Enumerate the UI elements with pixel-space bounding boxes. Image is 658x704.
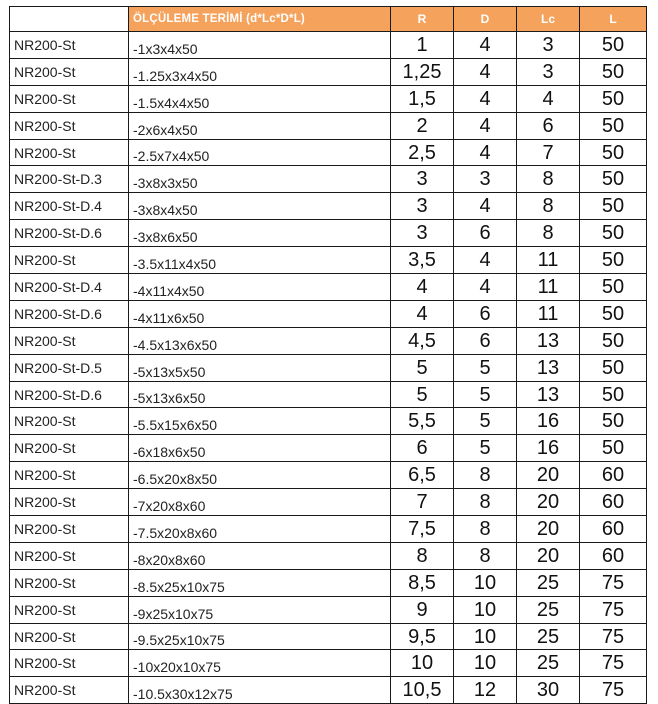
radius-cell: 6,5 xyxy=(391,462,454,489)
total-length-cell: 50 xyxy=(580,435,647,462)
product-code-cell: NR200-St xyxy=(10,516,129,543)
table-row xyxy=(10,300,647,327)
radius-cell: 2 xyxy=(391,112,454,139)
radius-cell: 3 xyxy=(391,220,454,247)
table-row xyxy=(10,166,647,193)
total-length-cell: 75 xyxy=(580,623,647,650)
diameter-cell: 10 xyxy=(454,596,517,623)
table-body xyxy=(10,32,647,704)
cutting-length-cell: 4 xyxy=(517,85,580,112)
total-length-cell: 50 xyxy=(580,220,647,247)
product-code-cell: NR200-St xyxy=(10,435,129,462)
cutting-length-cell: 25 xyxy=(517,569,580,596)
total-length-cell: 60 xyxy=(580,489,647,516)
table-row xyxy=(10,596,647,623)
measurement-term-cell: -3x8x3x50 xyxy=(129,166,391,193)
cutting-length-cell: 20 xyxy=(517,542,580,569)
total-length-cell: 75 xyxy=(580,677,647,704)
diameter-cell: 6 xyxy=(454,300,517,327)
total-length-cell: 50 xyxy=(580,166,647,193)
radius-cell: 1,5 xyxy=(391,85,454,112)
radius-cell: 3 xyxy=(391,193,454,220)
cutting-length-cell: 6 xyxy=(517,112,580,139)
cutting-length-cell: 3 xyxy=(517,32,580,59)
diameter-cell: 10 xyxy=(454,650,517,677)
diameter-cell: 8 xyxy=(454,516,517,543)
header-lc: Lc xyxy=(517,7,580,32)
product-code-cell: NR200-St-D.4 xyxy=(10,193,129,220)
table-row xyxy=(10,193,647,220)
radius-cell: 4 xyxy=(391,300,454,327)
measurement-term-cell: -3x8x6x50 xyxy=(129,220,391,247)
diameter-cell: 12 xyxy=(454,677,517,704)
measurement-term-cell: -1.25x3x4x50 xyxy=(129,58,391,85)
radius-cell: 6 xyxy=(391,435,454,462)
cutting-length-cell: 8 xyxy=(517,220,580,247)
radius-cell: 4 xyxy=(391,274,454,301)
cutting-length-cell: 11 xyxy=(517,274,580,301)
total-length-cell: 50 xyxy=(580,139,647,166)
product-code-cell: NR200-St xyxy=(10,677,129,704)
measurement-term-cell: -6x18x6x50 xyxy=(129,435,391,462)
total-length-cell: 50 xyxy=(580,58,647,85)
measurement-term-cell: -5.5x15x6x50 xyxy=(129,408,391,435)
product-code-cell: NR200-St xyxy=(10,247,129,274)
cutting-length-cell: 20 xyxy=(517,516,580,543)
measurement-term-cell: -9x25x10x75 xyxy=(129,596,391,623)
diameter-cell: 4 xyxy=(454,193,517,220)
product-code-cell: NR200-St xyxy=(10,139,129,166)
measurement-term-cell: -7x20x8x60 xyxy=(129,489,391,516)
radius-cell: 8,5 xyxy=(391,569,454,596)
measurement-term-cell: -5x13x5x50 xyxy=(129,354,391,381)
table-row xyxy=(10,58,647,85)
measurement-term-cell: -1.5x4x4x50 xyxy=(129,85,391,112)
cutting-length-cell: 11 xyxy=(517,247,580,274)
cutting-length-cell: 8 xyxy=(517,193,580,220)
product-code-cell: NR200-St xyxy=(10,462,129,489)
table-row xyxy=(10,408,647,435)
total-length-cell: 60 xyxy=(580,462,647,489)
radius-cell: 8 xyxy=(391,542,454,569)
cutting-length-cell: 16 xyxy=(517,408,580,435)
table-row xyxy=(10,462,647,489)
radius-cell: 10 xyxy=(391,650,454,677)
diameter-cell: 5 xyxy=(454,435,517,462)
total-length-cell: 50 xyxy=(580,381,647,408)
header-code xyxy=(10,7,129,32)
table-row xyxy=(10,516,647,543)
dimension-table xyxy=(9,6,647,704)
diameter-cell: 8 xyxy=(454,462,517,489)
product-code-cell: NR200-St xyxy=(10,596,129,623)
cutting-length-cell: 25 xyxy=(517,623,580,650)
product-code-cell: NR200-St xyxy=(10,489,129,516)
radius-cell: 3,5 xyxy=(391,247,454,274)
table-row xyxy=(10,542,647,569)
table-header xyxy=(10,7,647,32)
table-row xyxy=(10,489,647,516)
diameter-cell: 6 xyxy=(454,220,517,247)
total-length-cell: 75 xyxy=(580,569,647,596)
cutting-length-cell: 13 xyxy=(517,354,580,381)
product-code-cell: NR200-St xyxy=(10,32,129,59)
total-length-cell: 75 xyxy=(580,596,647,623)
diameter-cell: 5 xyxy=(454,408,517,435)
table-row xyxy=(10,112,647,139)
diameter-cell: 4 xyxy=(454,247,517,274)
header-r: R xyxy=(391,7,454,32)
table-row xyxy=(10,650,647,677)
product-code-cell: NR200-St xyxy=(10,542,129,569)
total-length-cell: 50 xyxy=(580,193,647,220)
diameter-cell: 4 xyxy=(454,85,517,112)
diameter-cell: 4 xyxy=(454,274,517,301)
product-code-cell: NR200-St xyxy=(10,650,129,677)
total-length-cell: 50 xyxy=(580,32,647,59)
product-code-cell: NR200-St-D.6 xyxy=(10,300,129,327)
radius-cell: 5 xyxy=(391,381,454,408)
table-row xyxy=(10,85,647,112)
total-length-cell: 50 xyxy=(580,112,647,139)
measurement-term-cell: -6.5x20x8x50 xyxy=(129,462,391,489)
cutting-length-cell: 13 xyxy=(517,381,580,408)
total-length-cell: 50 xyxy=(580,247,647,274)
product-code-cell: NR200-St xyxy=(10,58,129,85)
measurement-term-cell: -5x13x6x50 xyxy=(129,381,391,408)
measurement-term-cell: -4x11x4x50 xyxy=(129,274,391,301)
measurement-term-cell: -1x3x4x50 xyxy=(129,32,391,59)
measurement-term-cell: -4x11x6x50 xyxy=(129,300,391,327)
table-row xyxy=(10,220,647,247)
table-row xyxy=(10,354,647,381)
table-row xyxy=(10,247,647,274)
total-length-cell: 50 xyxy=(580,274,647,301)
cutting-length-cell: 13 xyxy=(517,327,580,354)
header-d: D xyxy=(454,7,517,32)
diameter-cell: 6 xyxy=(454,327,517,354)
cutting-length-cell: 8 xyxy=(517,166,580,193)
total-length-cell: 50 xyxy=(580,85,647,112)
radius-cell: 10,5 xyxy=(391,677,454,704)
product-code-cell: NR200-St xyxy=(10,327,129,354)
product-code-cell: NR200-St-D.6 xyxy=(10,381,129,408)
diameter-cell: 4 xyxy=(454,112,517,139)
diameter-cell: 10 xyxy=(454,569,517,596)
table-row xyxy=(10,327,647,354)
diameter-cell: 10 xyxy=(454,623,517,650)
measurement-term-cell: -3.5x11x4x50 xyxy=(129,247,391,274)
header-term: ÖLÇÜLEME TERİMİ (d*Lc*D*L) xyxy=(129,7,391,32)
diameter-cell: 5 xyxy=(454,354,517,381)
radius-cell: 1,25 xyxy=(391,58,454,85)
radius-cell: 1 xyxy=(391,32,454,59)
diameter-cell: 4 xyxy=(454,58,517,85)
table-row xyxy=(10,139,647,166)
product-code-cell: NR200-St-D.6 xyxy=(10,220,129,247)
radius-cell: 5 xyxy=(391,354,454,381)
cutting-length-cell: 11 xyxy=(517,300,580,327)
product-code-cell: NR200-St-D.4 xyxy=(10,274,129,301)
table-row xyxy=(10,435,647,462)
product-code-cell: NR200-St xyxy=(10,623,129,650)
product-code-cell: NR200-St-D.5 xyxy=(10,354,129,381)
cutting-length-cell: 7 xyxy=(517,139,580,166)
product-code-cell: NR200-St xyxy=(10,408,129,435)
radius-cell: 7 xyxy=(391,489,454,516)
diameter-cell: 8 xyxy=(454,542,517,569)
diameter-cell: 3 xyxy=(454,166,517,193)
total-length-cell: 50 xyxy=(580,354,647,381)
product-code-cell: NR200-St xyxy=(10,112,129,139)
cutting-length-cell: 16 xyxy=(517,435,580,462)
header-l: L xyxy=(580,7,647,32)
total-length-cell: 50 xyxy=(580,300,647,327)
radius-cell: 7,5 xyxy=(391,516,454,543)
total-length-cell: 75 xyxy=(580,650,647,677)
radius-cell: 5,5 xyxy=(391,408,454,435)
cutting-length-cell: 30 xyxy=(517,677,580,704)
measurement-term-cell: -2.5x7x4x50 xyxy=(129,139,391,166)
radius-cell: 2,5 xyxy=(391,139,454,166)
radius-cell: 3 xyxy=(391,166,454,193)
measurement-term-cell: -7.5x20x8x60 xyxy=(129,516,391,543)
measurement-term-cell: -3x8x4x50 xyxy=(129,193,391,220)
radius-cell: 9,5 xyxy=(391,623,454,650)
product-code-cell: NR200-St xyxy=(10,569,129,596)
measurement-term-cell: -8.5x25x10x75 xyxy=(129,569,391,596)
radius-cell: 4,5 xyxy=(391,327,454,354)
diameter-cell: 4 xyxy=(454,32,517,59)
table-row xyxy=(10,623,647,650)
table-row xyxy=(10,274,647,301)
measurement-term-cell: -4.5x13x6x50 xyxy=(129,327,391,354)
measurement-term-cell: -10x20x10x75 xyxy=(129,650,391,677)
measurement-term-cell: -2x6x4x50 xyxy=(129,112,391,139)
product-code-cell: NR200-St-D.3 xyxy=(10,166,129,193)
measurement-term-cell: -8x20x8x60 xyxy=(129,542,391,569)
table-row xyxy=(10,381,647,408)
cutting-length-cell: 20 xyxy=(517,489,580,516)
table-row xyxy=(10,677,647,704)
measurement-term-cell: -10.5x30x12x75 xyxy=(129,677,391,704)
diameter-cell: 5 xyxy=(454,381,517,408)
radius-cell: 9 xyxy=(391,596,454,623)
diameter-cell: 8 xyxy=(454,489,517,516)
header-row xyxy=(10,7,647,32)
total-length-cell: 60 xyxy=(580,542,647,569)
table-row xyxy=(10,569,647,596)
total-length-cell: 50 xyxy=(580,327,647,354)
cutting-length-cell: 3 xyxy=(517,58,580,85)
measurement-term-cell: -9.5x25x10x75 xyxy=(129,623,391,650)
product-code-cell: NR200-St xyxy=(10,85,129,112)
cutting-length-cell: 20 xyxy=(517,462,580,489)
diameter-cell: 4 xyxy=(454,139,517,166)
table-row xyxy=(10,32,647,59)
total-length-cell: 60 xyxy=(580,516,647,543)
cutting-length-cell: 25 xyxy=(517,596,580,623)
cutting-length-cell: 25 xyxy=(517,650,580,677)
total-length-cell: 50 xyxy=(580,408,647,435)
